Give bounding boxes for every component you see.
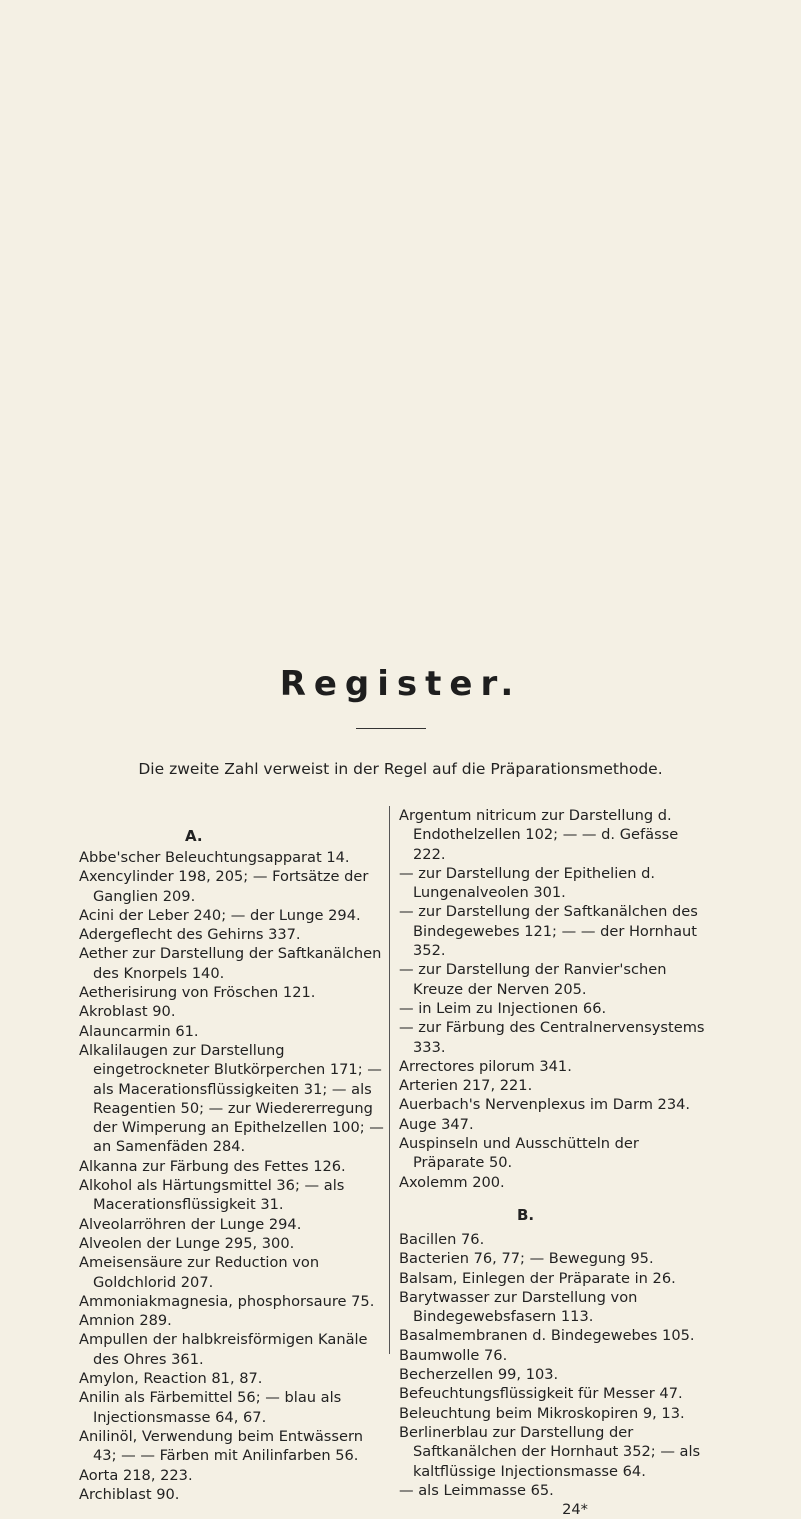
index-entry: Beleuchtung beim Mikroskopiren 9, 13. xyxy=(399,1404,685,1422)
index-entry: Berlinerblau zur Darstellung der Saftkanälchen der Hornhaut 352; — als kaltflüssige Injectionsmasse 64. xyxy=(399,1423,701,1480)
index-entry: Argentum nitricum zur Darstellung d. Endothelzellen 102; — — d. Gefässe 222. xyxy=(399,807,679,863)
index-entry: Ampullen der halbkreisförmigen Kanäle des Ohres 361. xyxy=(79,1331,368,1368)
index-entry: Alkanna zur Färbung des Fettes 126. xyxy=(79,1157,346,1175)
index-entry: Befeuchtungsflüssigkeit für Messer 47. xyxy=(399,1385,683,1403)
index-entry: Alkalilaugen zur Darstellung eingetrockneter Blutkörperchen 171; — als Macerationsflüssigkeiten 31; — als Reagentien 50; — zur Wiedererregung der Wimperung an Epithelzellen 100; — an Samenfäden 284. xyxy=(79,1041,384,1156)
right-entries-b-list xyxy=(399,1230,711,1500)
index-entry: Akroblast 90. xyxy=(79,1003,176,1021)
page-subtitle: Die zweite Zahl verweist in der Regel auf die Präparationsmethode. xyxy=(138,760,663,778)
index-entry: — als Leimmasse 65. xyxy=(399,1481,554,1499)
index-entry: Axolemm 200. xyxy=(399,1173,505,1191)
page-title: Register. xyxy=(279,664,522,704)
index-entry: Anilin als Färbemittel 56; — blau als Injectionsmasse 64, 67. xyxy=(79,1389,342,1426)
index-entry: — zur Darstellung der Saftkanälchen des Bindegewebes 121; — — der Hornhaut 352. xyxy=(399,903,698,960)
index-entry: Bacillen 76. xyxy=(399,1230,485,1248)
index-entry: Baumwolle 76. xyxy=(399,1346,508,1364)
index-entry: Anilinöl, Verwendung beim Entwässern 43; — — Färben mit Anilinfarben 56. xyxy=(79,1427,363,1465)
left-entries-list xyxy=(79,848,384,1504)
index-entry: Alauncarmin 61. xyxy=(79,1022,199,1040)
index-entry: Alveolarröhren der Lunge 294. xyxy=(79,1215,302,1233)
section-letter-a: A. xyxy=(185,827,203,845)
index-entry: Auspinseln und Ausschütteln der Präparate 50. xyxy=(399,1135,639,1172)
index-entry: Axencylinder 198, 205; — Fortsätze der Ganglien 209. xyxy=(79,868,369,905)
index-entry: Auerbach's Nervenplexus im Darm 234. xyxy=(399,1096,691,1114)
right-entries-a-list xyxy=(399,806,711,1192)
index-entry: Bacterien 76, 77; — Bewegung 95. xyxy=(399,1250,654,1268)
index-entry: Auge 347. xyxy=(399,1115,474,1133)
index-entry: Ammoniakmagnesia, phosphorsaure 75. xyxy=(79,1292,375,1310)
title-rule xyxy=(356,728,426,729)
index-entry: Arterien 217, 221. xyxy=(399,1077,533,1095)
index-entry: Basalmembranen d. Bindegewebes 105. xyxy=(399,1327,695,1345)
column-divider xyxy=(389,806,390,1354)
index-entry: Balsam, Einlegen der Präparate in 26. xyxy=(399,1269,676,1287)
index-entry: Alveolen der Lunge 295, 300. xyxy=(79,1234,295,1252)
left-column xyxy=(79,806,384,1504)
index-entry: Acini der Leber 240; — der Lunge 294. xyxy=(79,906,361,924)
right-column xyxy=(399,806,711,1519)
section-letter-b: B. xyxy=(517,1205,535,1224)
index-entry: Amylon, Reaction 81, 87. xyxy=(79,1370,263,1388)
index-entry: Alkohol als Härtungsmittel 36; — als Macerationsflüssigkeit 31. xyxy=(79,1177,345,1214)
index-entry: Amnion 289. xyxy=(79,1312,172,1330)
index-entry: Adergeflecht des Gehirns 337. xyxy=(79,926,301,944)
index-entry: Aetherisirung von Fröschen 121. xyxy=(79,984,316,1002)
index-entry: Barytwasser zur Darstellung von Bindegewebsfasern 113. xyxy=(399,1288,638,1326)
index-entry: — zur Färbung des Centralnervensystems 333. xyxy=(399,1019,705,1056)
index-entry: Ameisensäure zur Reduction von Goldchlorid 207. xyxy=(79,1254,320,1291)
index-entry: — in Leim zu Injectionen 66. xyxy=(399,999,607,1017)
index-entry: Arrectores pilorum 341. xyxy=(399,1057,572,1075)
index-entry: Aether zur Darstellung der Saftkanälchen des Knorpels 140. xyxy=(79,945,382,982)
index-entry: Aorta 218, 223. xyxy=(79,1466,193,1484)
index-entry: Becherzellen 99, 103. xyxy=(399,1366,559,1384)
index-entry: — zur Darstellung der Epithelien d. Lungenalveolen 301. xyxy=(399,864,656,902)
folio-signature: 24* xyxy=(562,1501,588,1519)
index-entry: Archiblast 90. xyxy=(79,1485,180,1503)
index-entry: Abbe'scher Beleuchtungsapparat 14. xyxy=(79,849,350,866)
index-entry: — zur Darstellung der Ranvier'schen Kreuze der Nerven 205. xyxy=(399,961,667,998)
